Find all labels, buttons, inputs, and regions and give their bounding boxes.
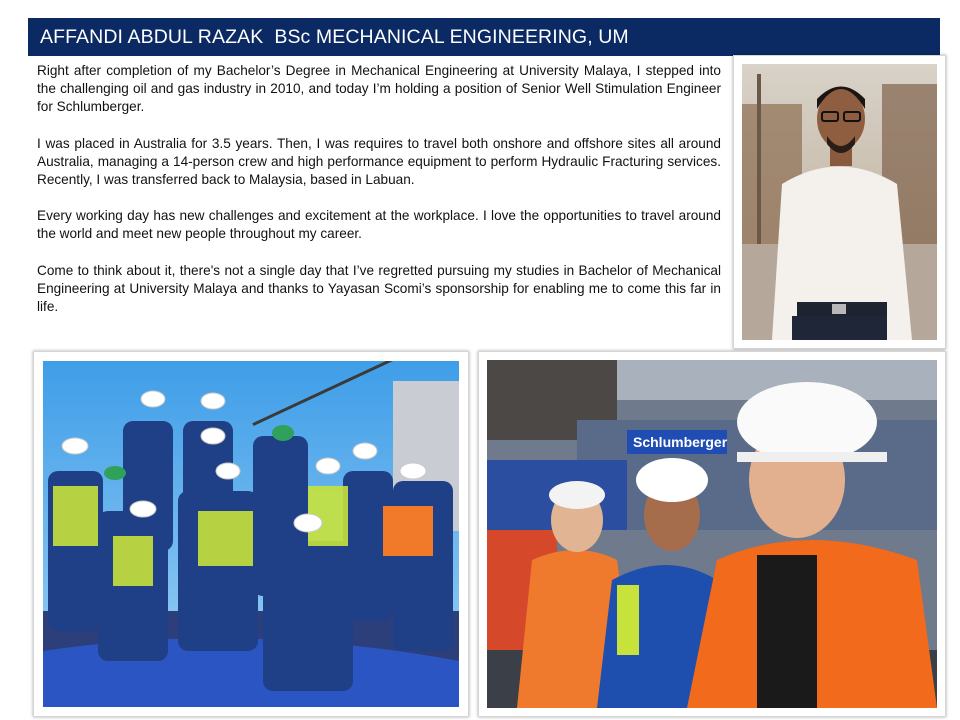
crew-photo — [33, 351, 469, 717]
paragraph-reflection: Come to think about it, there's not a single day that I’ve regretted pursuing my studies in Bachelor of Mechanical Engineering at University Malaya and thanks to Yayasan Scomi’s sponsorship for enabling me to come this far in life. — [37, 262, 721, 315]
page-title: AFFANDI ABDUL RAZAK BSc MECHANICAL ENGINEERING, UM — [40, 25, 629, 48]
profile-text — [37, 62, 721, 334]
paragraph-workplace: Every working day has new challenges and excitement at the workplace. I love the opportunities to travel around the world and meet new people throughout my career. — [37, 208, 721, 242]
paragraph-australia: I was placed in Australia for 3.5 years. Then, I was requires to travel both onshore and offshore sites all around Australia, managing a 14-person crew and high performance equipment to perform Hydraulic Fracturing services. Recently, I was transferred back to Malaysia, based in Labuan. — [37, 135, 721, 188]
crew-image — [43, 361, 459, 707]
schlumberger-banner: Schlumberger — [633, 434, 728, 450]
site-photo — [478, 351, 946, 717]
paragraph-career-start: Right after completion of my Bachelor’s Degree in Mechanical Engineering at University Malaya, I stepped into the challenging oil and gas industry in 2010, and today I’m holding a position of Senior Well Stimulation Engineer for Schlumberger. — [37, 63, 721, 115]
site-image — [487, 360, 937, 708]
portrait-photo — [733, 55, 946, 349]
portrait-image — [742, 64, 937, 340]
title-bar — [28, 18, 940, 56]
